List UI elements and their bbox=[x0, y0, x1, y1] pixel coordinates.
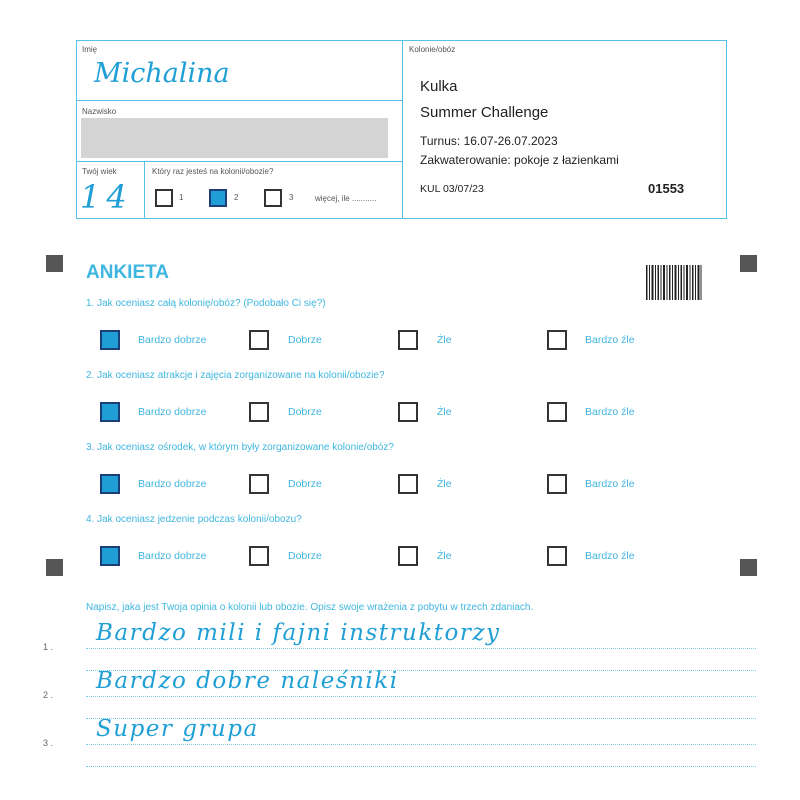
question-text: 1. Jak oceniasz całą kolonię/obóz? (Podobało Ci się?) bbox=[86, 298, 326, 309]
camp-program: Summer Challenge bbox=[420, 104, 549, 121]
answer-checkbox[interactable] bbox=[398, 330, 418, 350]
dotted-line bbox=[86, 744, 756, 745]
question-text: 4. Jak oceniasz jedzenie podczas kolonii/obozu? bbox=[86, 514, 302, 525]
answer-label: Bardzo dobrze bbox=[138, 334, 207, 346]
turnus: Turnus: 16.07-26.07.2023 bbox=[420, 134, 558, 148]
dotted-line bbox=[86, 696, 756, 697]
form-number: 01553 bbox=[648, 181, 685, 196]
times-option-2: 2 bbox=[234, 193, 239, 202]
answer-checkbox[interactable] bbox=[547, 546, 567, 566]
registration-marker bbox=[740, 255, 757, 272]
camp-label: Kolonie/obóz bbox=[409, 45, 456, 54]
registration-marker bbox=[46, 559, 63, 576]
times-option-1: 1 bbox=[179, 193, 184, 202]
answer-label: Źle bbox=[437, 334, 452, 346]
opinion-text[interactable]: Bardzo mili i fajni instruktorzy bbox=[96, 620, 501, 646]
answer-label: Bardzo źle bbox=[585, 406, 635, 418]
dotted-line bbox=[86, 766, 756, 767]
opinion-text[interactable]: Bardzo dobre naleśniki bbox=[96, 668, 399, 694]
answer-label: Dobrze bbox=[288, 406, 322, 418]
times-option-3: 3 bbox=[289, 193, 294, 202]
answer-checkbox[interactable] bbox=[249, 546, 269, 566]
age-label: Twój wiek bbox=[82, 167, 117, 176]
answer-checkbox[interactable] bbox=[100, 330, 120, 350]
answer-label: Bardzo źle bbox=[585, 550, 635, 562]
camp-name: Kulka bbox=[420, 78, 458, 95]
name-label: Imię bbox=[82, 45, 98, 54]
answer-label: Źle bbox=[437, 550, 452, 562]
answer-checkbox[interactable] bbox=[249, 402, 269, 422]
registration-marker bbox=[46, 255, 63, 272]
surname-redaction bbox=[81, 118, 388, 158]
question-text: 3. Jak oceniasz ośrodek, w którym były zorganizowane kolonie/obóz? bbox=[86, 442, 394, 453]
surname-label: Nazwisko bbox=[82, 107, 117, 116]
registration-marker bbox=[740, 559, 757, 576]
times-more: więcej, ile ........... bbox=[315, 194, 377, 203]
answer-label: Źle bbox=[437, 406, 452, 418]
answer-checkbox[interactable] bbox=[547, 402, 567, 422]
opinion-prompt: Napisz, jaka jest Twoja opinia o kolonii lub obozie. Opisz swoje wrażenia z pobytu w trzech zdaniach. bbox=[86, 602, 534, 613]
answer-checkbox[interactable] bbox=[547, 330, 567, 350]
answer-checkbox[interactable] bbox=[398, 546, 418, 566]
age-value[interactable]: 14 bbox=[80, 178, 133, 216]
answer-checkbox[interactable] bbox=[100, 474, 120, 494]
answer-checkbox[interactable] bbox=[100, 402, 120, 422]
answer-label: Dobrze bbox=[288, 550, 322, 562]
opinion-text[interactable]: Super grupa bbox=[96, 716, 259, 742]
answer-label: Bardzo źle bbox=[585, 334, 635, 346]
answer-label: Źle bbox=[437, 478, 452, 490]
times-checkbox-3[interactable] bbox=[264, 189, 282, 207]
answer-checkbox[interactable] bbox=[398, 402, 418, 422]
barcode-icon bbox=[646, 265, 702, 300]
answer-checkbox[interactable] bbox=[249, 474, 269, 494]
answer-checkbox[interactable] bbox=[398, 474, 418, 494]
answer-label: Bardzo dobrze bbox=[138, 478, 207, 490]
answer-label: Bardzo dobrze bbox=[138, 550, 207, 562]
dotted-line bbox=[86, 648, 756, 649]
header-divider bbox=[402, 40, 403, 219]
opinion-line-number: 2 . bbox=[43, 690, 54, 700]
answer-label: Bardzo dobrze bbox=[138, 406, 207, 418]
opinion-line-number: 3 . bbox=[43, 738, 54, 748]
times-checkbox-2[interactable] bbox=[209, 189, 227, 207]
question-text: 2. Jak oceniasz atrakcje i zajęcia zorganizowane na kolonii/obozie? bbox=[86, 370, 385, 381]
age-divider bbox=[144, 161, 145, 219]
answer-checkbox[interactable] bbox=[547, 474, 567, 494]
camp-code: KUL 03/07/23 bbox=[420, 183, 484, 195]
survey-title: ANKIETA bbox=[86, 262, 170, 283]
answer-checkbox[interactable] bbox=[249, 330, 269, 350]
opinion-line-number: 1 . bbox=[43, 642, 54, 652]
name-row-divider bbox=[76, 100, 402, 101]
answer-label: Dobrze bbox=[288, 478, 322, 490]
answer-label: Bardzo źle bbox=[585, 478, 635, 490]
times-checkbox-1[interactable] bbox=[155, 189, 173, 207]
surname-row-divider bbox=[76, 161, 402, 162]
answer-label: Dobrze bbox=[288, 334, 322, 346]
name-value[interactable]: Michalina bbox=[94, 58, 230, 89]
times-label: Który raz jesteś na kolonii/obozie? bbox=[152, 167, 274, 176]
answer-checkbox[interactable] bbox=[100, 546, 120, 566]
accommodation: Zakwaterowanie: pokoje z łazienkami bbox=[420, 153, 619, 167]
